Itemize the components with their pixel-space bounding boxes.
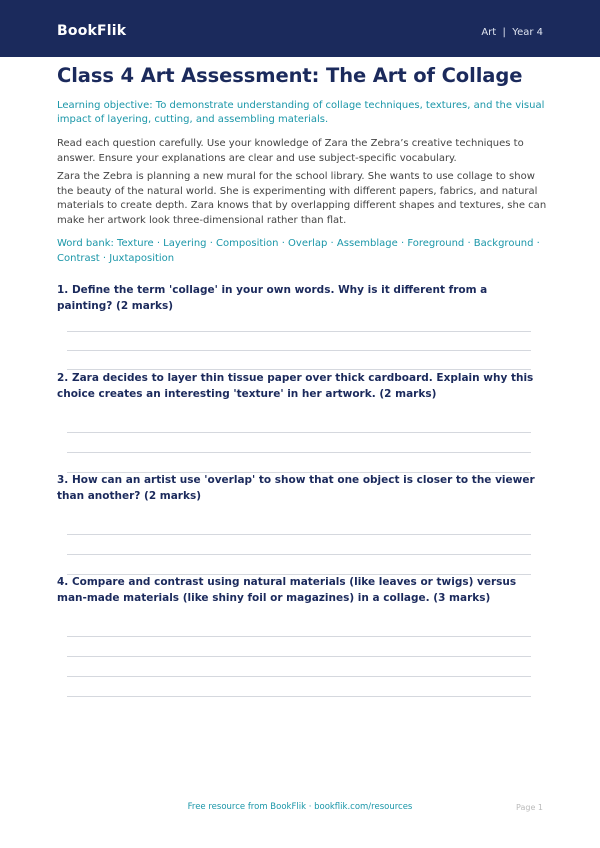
question-1: 1. Define the term 'collage' in your own words. Why is it different from a painting? (2 marks) (57, 284, 488, 312)
instructions-text: Read each question carefully. Use your knowledge of Zara the Zebra’s creative techniques to answer. Ensure your explanations are clear and use subject-specific vocabulary. (57, 138, 524, 164)
answer-line[interactable] (67, 636, 531, 637)
answer-line[interactable] (67, 676, 531, 677)
page-number: Page 1 (516, 803, 543, 812)
question-3: 3. How can an artist use 'overlap' to show that one object is closer to the viewer than another? (2 marks) (57, 474, 535, 502)
footer-text: Free resource from BookFlik · bookflik.com/resources (187, 802, 413, 812)
word-bank: Word bank: Texture · Layering · Composition · Overlap · Assemblage · Foreground · Background · Contrast · Juxtaposition (57, 238, 540, 264)
answer-line[interactable] (67, 452, 531, 453)
brand-logo: BookFlik (57, 23, 127, 39)
learning-objective: Learning objective: To demonstrate understanding of collage techniques, textures, and the visual impact of layering, cutting, and assembling materials. (57, 100, 545, 125)
subject-year-label: Art | Year 4 (481, 27, 543, 38)
question-4: 4. Compare and contrast using natural materials (like leaves or twigs) versus man-made materials (like shiny foil or magazines) in a collage. (3 marks) (57, 576, 517, 604)
page-header (0, 0, 600, 57)
scenario-text: Zara the Zebra is planning a new mural for the school library. She wants to use collage to show the beauty of the natural world. She is experimenting with different papers, fabrics, and natural materials to create depth. Zara knows that by overlapping different shapes and textures, she can make her artwork look three-dimensional rather than flat. (57, 171, 547, 226)
answer-line[interactable] (67, 554, 531, 555)
answer-line[interactable] (67, 432, 531, 433)
answer-line[interactable] (67, 696, 531, 697)
answer-line[interactable] (67, 350, 531, 351)
answer-line[interactable] (67, 534, 531, 535)
page-title: Class 4 Art Assessment: The Art of Collage (57, 64, 523, 87)
answer-line[interactable] (67, 656, 531, 657)
answer-line[interactable] (67, 331, 531, 332)
question-2: 2. Zara decides to layer thin tissue paper over thick cardboard. Explain why this choice creates an interesting 'texture' in her artwork. (2 marks) (57, 372, 534, 400)
